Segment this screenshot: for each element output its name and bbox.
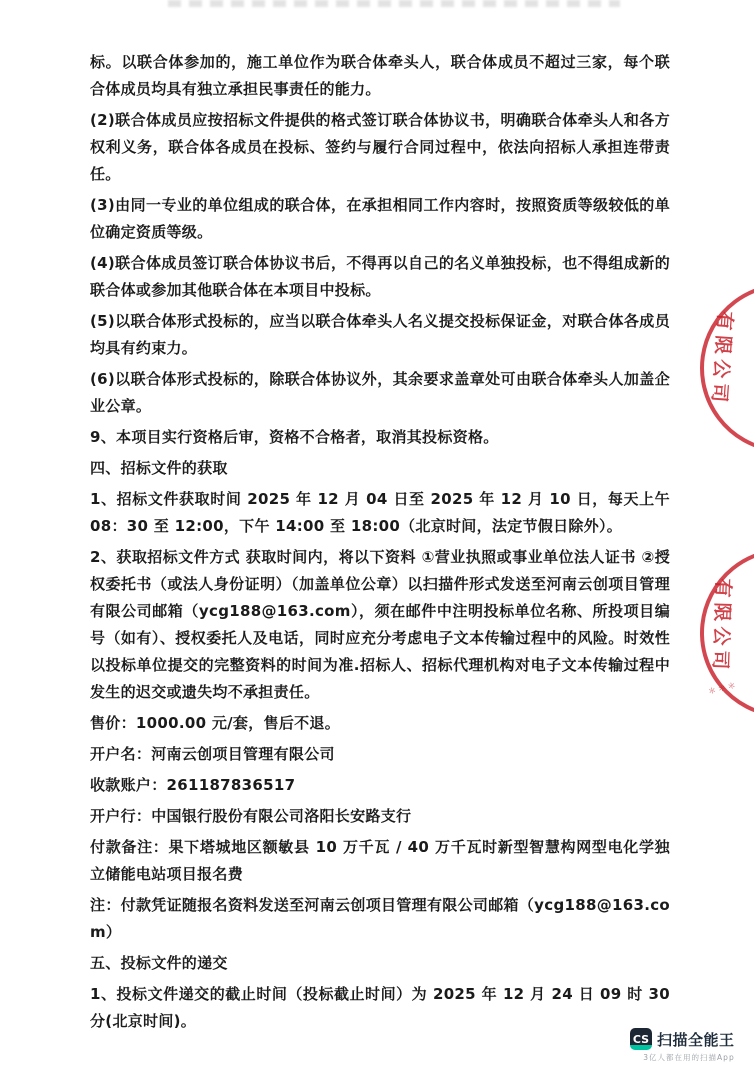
paragraph-obtain-method: 2、获取招标文件方式 获取时间内，将以下资料 ①营业执照或事业单位法人证书 ②授权委托书（或法人身份证明）（加盖单位公章）以扫描件形式发送至河南云创项目管理有限公司邮箱（ycg188@163.com），须在邮件中注明投标单位名称、所投项目编号（如有）、授权委托人及电话，同时应充分考虑电子文本传输过程中的风险。时效性以投标单位提交的完整资料的时间为准.招标人、招标代理机构对电子文本传输过程中发生的迟交或遗失均不承担责任。 <box>90 548 670 701</box>
camscanner-app-name: 扫描全能王 <box>657 1030 735 1049</box>
paragraph-price: 售价：1000.00 元/套，售后不退。 <box>90 714 341 732</box>
document-body <box>90 49 670 1039</box>
paragraph-obtain-time: 1、招标文件获取时间 2025 年 12 月 04 日至 2025 年 12 月 10 日，每天上午 08：30 至 12:00，下午 14:00 至 18:00（北京时间，法定节假日除外）。 <box>90 490 670 535</box>
section-heading-bid-submission: 五、投标文件的递交 <box>90 954 228 972</box>
paragraph-submission-deadline: 1、投标文件递交的截止时间（投标截止时间）为 2025 年 12 月 24 日 09 时 30 分(北京时间)。 <box>90 985 670 1030</box>
camscanner-cs-logo-icon: CS <box>630 1028 652 1050</box>
paragraph-consortium-6: (6)以联合体形式投标的，除联合体协议外，其余要求盖章处可由联合体牵头人加盖企业公章。 <box>90 370 670 415</box>
paragraph-bank: 开户行：中国银行股份有限公司洛阳长安路支行 <box>90 807 412 825</box>
paragraph-account-number: 收款账户：261187836517 <box>90 776 296 794</box>
paragraph-consortium-3: (3)由同一专业的单位组成的联合体，在承担相同工作内容时，按照资质等级较低的单位确定资质等级。 <box>90 196 670 241</box>
paragraph-qualification-review: 9、本项目实行资格后审，资格不合格者，取消其投标资格。 <box>90 428 499 446</box>
camscanner-watermark <box>630 1028 748 1063</box>
paragraph-consortium-intro: 标。以联合体参加的，施工单位作为联合体牵头人，联合体成员不超过三家，每个联合体成员均具有独立承担民事责任的能力。 <box>90 53 670 98</box>
camscanner-logo-row <box>630 1028 748 1050</box>
red-company-seal-bottom <box>692 540 754 727</box>
paragraph-consortium-2: (2)联合体成员应按招标文件提供的格式签订联合体协议书，明确联合体牵头人和各方权利义务，联合体各成员在投标、签约与履行合同过程中，依法向招标人承担连带责任。 <box>90 111 670 183</box>
page-top-faint-text <box>168 0 620 7</box>
red-company-seal-top <box>689 272 754 464</box>
seal-text: 有限公司 <box>707 310 736 408</box>
paragraph-payment-note: 付款备注：果下塔城地区额敏县 10 万千瓦 / 40 万千瓦时新型智慧构网型电化学独立储能电站项目报名费 <box>90 838 670 883</box>
section-heading-obtain-documents: 四、招标文件的获取 <box>90 459 228 477</box>
paragraph-account-name: 开户名：河南云创项目管理有限公司 <box>90 745 335 763</box>
paragraph-payment-voucher-note: 注：付款凭证随报名资料发送至河南云创项目管理有限公司邮箱（ycg188@163.com） <box>90 896 670 941</box>
seal-star-dots: ＊＊＊ <box>707 680 739 697</box>
paragraph-consortium-4: (4)联合体成员签订联合体协议书后，不得再以自己的名义单独投标，也不得组成新的联合体或参加其他联合体在本项目中投标。 <box>90 254 670 299</box>
paragraph-consortium-5: (5)以联合体形式投标的，应当以联合体牵头人名义提交投标保证金，对联合体各成员均具有约束力。 <box>90 312 670 357</box>
seal-text: 有限公司 <box>708 578 735 675</box>
camscanner-tagline: 3亿人都在用的扫描App <box>643 1053 735 1062</box>
